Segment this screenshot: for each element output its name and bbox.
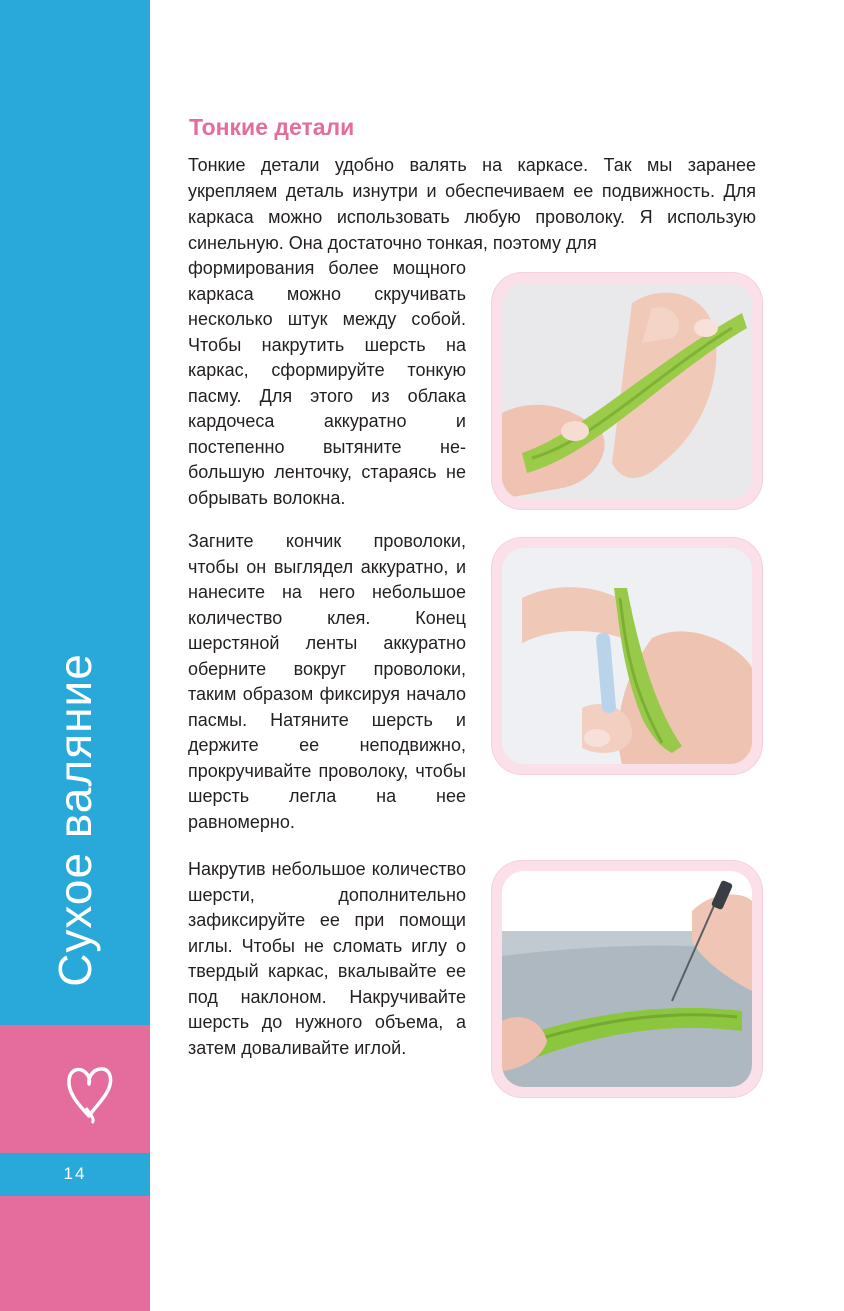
heart-icon (62, 1050, 117, 1125)
photo-3-illustration (502, 871, 752, 1087)
photo-needle-felting (492, 861, 762, 1097)
section-heading: Тонкие детали (189, 114, 355, 140)
intro-paragraph: Тонкие детали удобно валять на каркасе. Так мы заранее укрепляем деталь изнутри и обеспечиваем ее подвижность. Для каркаса можно использовать любую проволоку. Я использую синельную. Она достаточно тонкая, поэтому для (188, 155, 756, 253)
sidebar-bottom-band (0, 1196, 150, 1311)
photo-pulling-wool (492, 273, 762, 509)
photo-2-illustration (502, 548, 752, 764)
paragraph-3: Накрутив небольшое количество шерсти, дополнительно зафиксируйте ее при помощи иглы. Чтобы не сломать иглу о твердый каркас, вкалывайте ее под наклоном. Накручивайте шерсть до нужного объема, а затем доваливайте иглой. (188, 859, 466, 1058)
paragraph-1: формирования более мощного каркаса можно скручивать несколько штук между собой. Чтобы накрутить шерсть на каркас, сформируйте тонкую пасму. Для этого из облака кардочеса аккуратно и постепенно вытяните небольшую ленточку, стараясь не обрывать волокна. (188, 258, 466, 508)
paragraph-2: Загните кончик проволоки, чтобы он выглядел аккуратно, и нанесите на него небольшое количество клея. Конец шерстяной ленты аккуратно оберните вокруг проволоки, таким образом фиксируя начало пасмы. Натяните шерсть и держите ее неподвижно, прокручивайте проволоку, чтобы шерсть легла на нее равномерно. (188, 531, 466, 832)
photo-wrapping-wire (492, 538, 762, 774)
page-number: 14 (63, 1164, 87, 1183)
photo-1-illustration (502, 283, 752, 499)
chapter-title: Сухое валяние (49, 653, 101, 987)
